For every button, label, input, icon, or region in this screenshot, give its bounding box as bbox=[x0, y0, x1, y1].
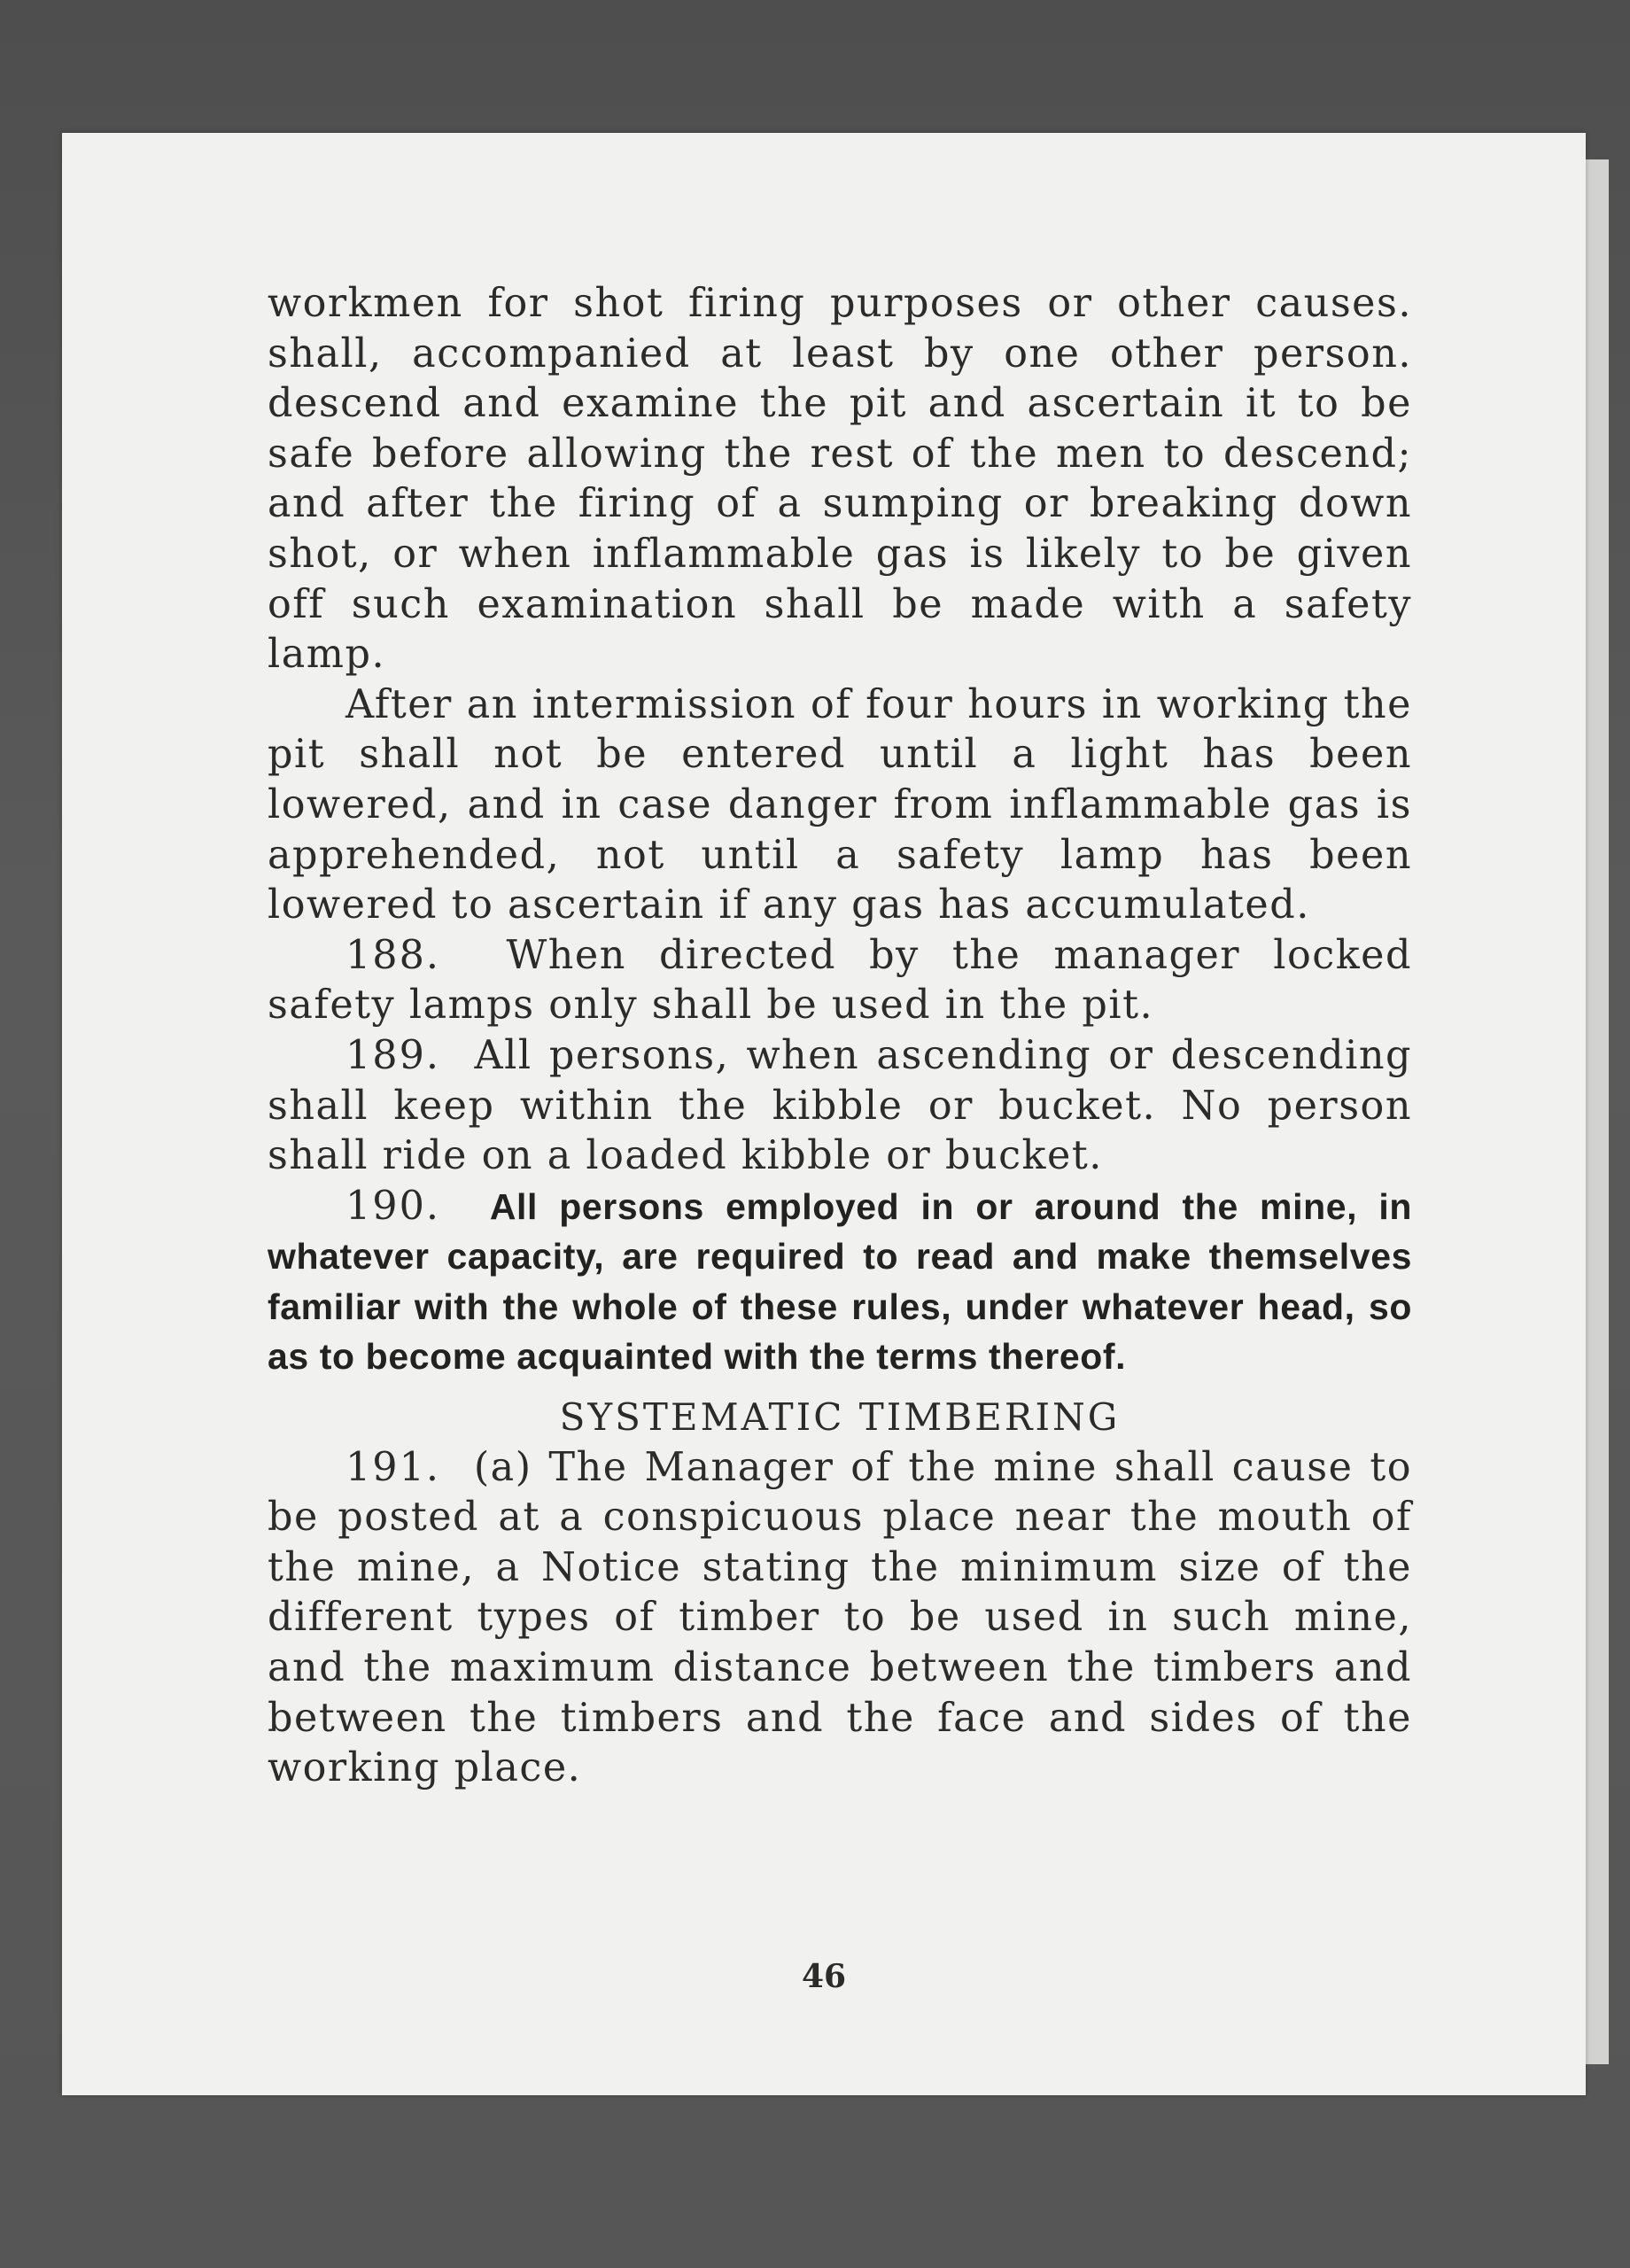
paragraph-continued: workmen for shot firing purposes or other causes. shall, accompanied at least by one other person. descend and examine the pit and ascertain it to be safe before allowing the rest of the men to descend; and after the firing of a sumping or breaking down shot, or when inflammable gas is likely to be given off such examination shall be made with a safety lamp. bbox=[268, 281, 1412, 678]
rule-number: 191. bbox=[345, 1444, 441, 1490]
rule-number: 188. bbox=[345, 932, 441, 978]
rule-text: (a) The Manager of the mine shall cause to be posted at a conspicuous place near the mouth of the mine, a Notice stating the minimum size of the different types of timber to be used in such mine, and the maximum distance between the timbers and between the timbers and the face and sides of the working place. bbox=[268, 1444, 1412, 1791]
section-heading: SYSTEMATIC TIMBERING bbox=[559, 1395, 1121, 1440]
page-body bbox=[268, 279, 1412, 1794]
rule-text: When directed by the manager locked safety lamps only shall be used in the pit. bbox=[268, 932, 1412, 1029]
rule-190 bbox=[268, 1182, 1412, 1382]
facing-page-edge bbox=[1586, 159, 1609, 2064]
rule-text-bold: All persons employed in or around the mine, in whatever capacity, are required to read and make themselves familiar with the whole of these rules, under whatever head, so as to become acquainted with the terms thereof. bbox=[268, 1185, 1412, 1378]
rule-number: 190. bbox=[345, 1183, 441, 1229]
paragraph-intermission: After an intermission of four hours in working the pit shall not be entered until a light has been lowered, and in case danger from inflammable gas is apprehended, not until a safety lamp has been lowered to ascertain if any gas has accumulated. bbox=[268, 681, 1412, 928]
rule-191 bbox=[268, 1443, 1412, 1794]
rule-text: All persons, when ascending or descending shall keep within the kibble or bucket. No person shall ride on a loaded kibble or bucket. bbox=[268, 1032, 1413, 1179]
book-page bbox=[62, 133, 1586, 2095]
page-number: 46 bbox=[801, 1958, 847, 1995]
rule-number: 189. bbox=[345, 1032, 441, 1078]
rule-189 bbox=[268, 1031, 1412, 1182]
rule-188 bbox=[268, 931, 1412, 1031]
